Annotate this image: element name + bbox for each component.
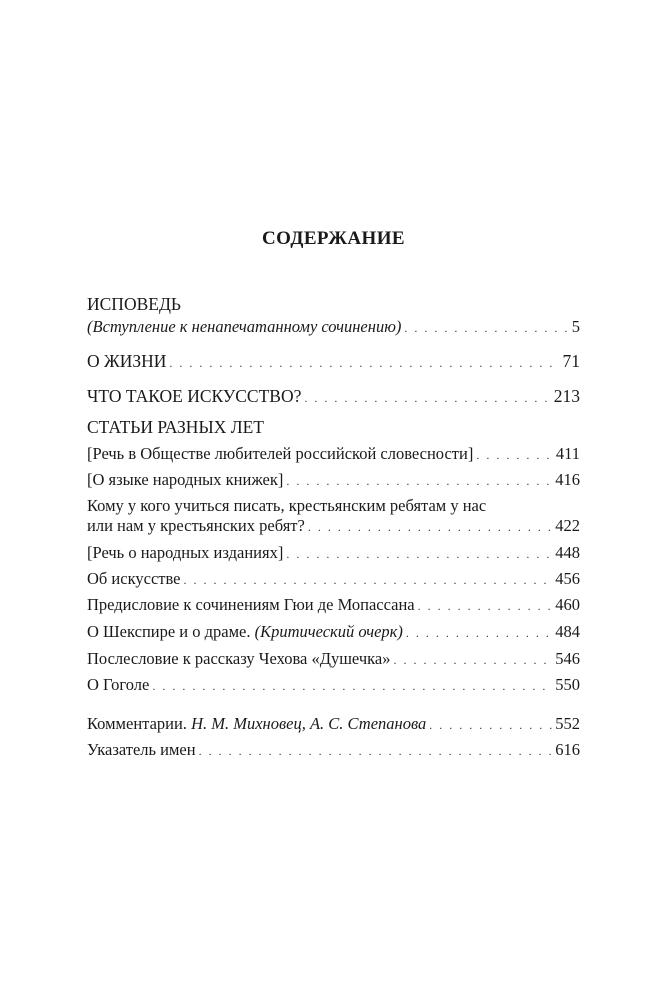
toc-entry-article[interactable] <box>87 444 580 465</box>
toc-entry-label: ЧТО ТАКОЕ ИСКУССТВО? <box>87 386 302 406</box>
toc-entry-confession[interactable] <box>87 317 580 338</box>
leader-dots <box>152 676 552 696</box>
toc-entry-article[interactable] <box>87 622 580 643</box>
toc-page-number: 550 <box>555 675 580 694</box>
leader-dots <box>169 353 559 373</box>
toc-entry-article[interactable] <box>87 595 580 616</box>
toc-entry-article[interactable] <box>87 470 580 491</box>
toc-entry-what-is-art[interactable] <box>87 386 580 408</box>
leader-dots <box>199 741 553 761</box>
leader-dots <box>286 471 552 491</box>
toc-page-number: 552 <box>555 714 580 733</box>
toc-page-number: 213 <box>553 386 580 406</box>
leader-dots <box>308 517 552 537</box>
toc-entry-article[interactable] <box>87 675 580 696</box>
toc-page-number: 5 <box>571 317 580 336</box>
leader-dots <box>406 623 552 643</box>
toc-page-number: 484 <box>555 622 580 641</box>
toc-entry-label: Указатель имен <box>87 740 196 759</box>
toc-entry-label: или нам у крестьянских ребят? <box>87 516 305 535</box>
toc-entry-label: [Речь в Обществе любителей российской словесности] <box>87 444 474 463</box>
leader-dots <box>286 544 552 564</box>
toc-entry-comments[interactable] <box>87 714 580 735</box>
toc-page-number: 456 <box>555 569 580 588</box>
toc-entry-label: Предисловие к сочинениям Гюи де Мопассана <box>87 595 415 614</box>
leader-dots <box>476 445 553 465</box>
toc-page-number: 460 <box>555 595 580 614</box>
toc-entry-label: О ЖИЗНИ <box>87 351 167 371</box>
toc-entry-index-of-names[interactable] <box>87 740 580 761</box>
toc-entry-label: О Шекспире и о драме. (Критический очерк) <box>87 622 403 641</box>
toc-entry-article[interactable] <box>87 649 580 670</box>
toc-entry-on-life[interactable] <box>87 351 580 373</box>
toc-entry-label: [О языке народных книжек] <box>87 470 284 489</box>
toc-page-number: 71 <box>562 351 580 371</box>
toc-entry-label: Послесловие к рассказу Чехова «Душечка» <box>87 649 391 668</box>
leader-dots <box>304 388 550 408</box>
toc-entry-label: О Гоголе <box>87 675 150 694</box>
page-title: СОДЕРЖАНИЕ <box>262 228 405 249</box>
toc-page-number: 422 <box>555 516 580 535</box>
toc-page-number: 616 <box>555 740 580 759</box>
toc-page-number: 546 <box>555 649 580 668</box>
toc-entry-label-line1: Кому у кого учиться писать, крестьянским ребятам у нас <box>87 496 487 515</box>
toc-entry-article[interactable] <box>87 516 580 537</box>
toc-entry-article[interactable] <box>87 543 580 564</box>
toc-entry-label: Об искусстве <box>87 569 181 588</box>
leader-dots <box>393 650 552 670</box>
toc-entry-label: Комментарии. Н. М. Михновец, А. С. Степанова <box>87 714 427 733</box>
toc-page-number: 448 <box>555 543 580 562</box>
leader-dots <box>404 318 568 338</box>
toc-entry-article[interactable] <box>87 569 580 590</box>
toc-page-number: 416 <box>555 470 580 489</box>
section-heading-confession: ИСПОВЕДЬ <box>87 294 181 314</box>
toc-entry-label: [Речь о народных изданиях] <box>87 543 284 562</box>
leader-dots <box>418 596 553 616</box>
toc-page-number: 411 <box>555 444 580 463</box>
leader-dots <box>184 570 553 590</box>
leader-dots <box>429 715 552 735</box>
toc-entry-label: (Вступление к ненапечатанному сочинению) <box>87 317 402 336</box>
section-heading-articles: СТАТЬИ РАЗНЫХ ЛЕТ <box>87 417 264 437</box>
